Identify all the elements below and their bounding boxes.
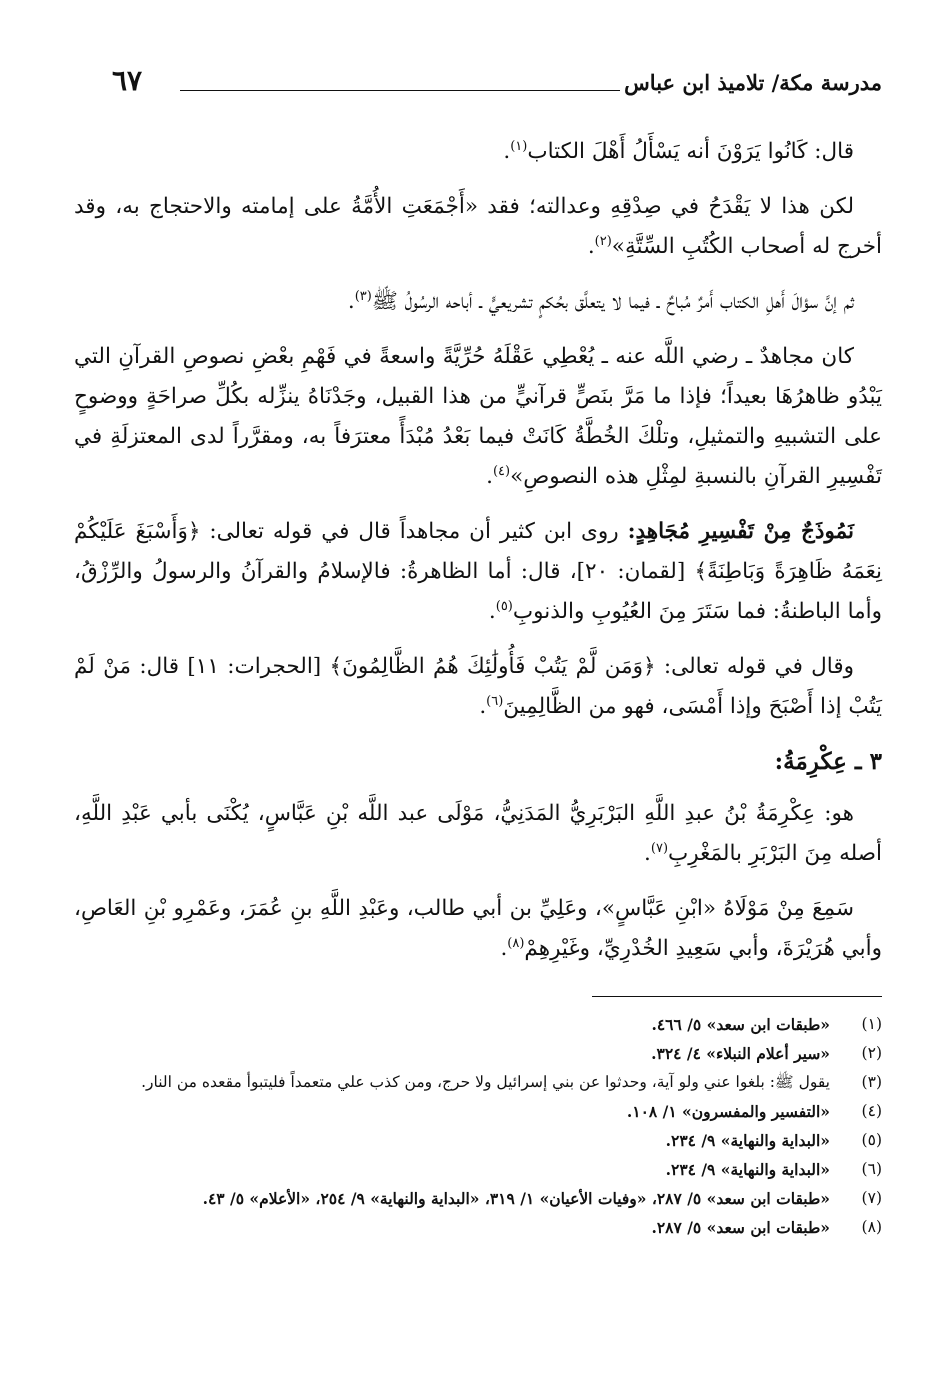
header-rule <box>180 90 620 91</box>
footnote: (١) «طبقات ابن سعد» ٥/ ٤٦٦. <box>651 1015 882 1034</box>
paragraph: لكن هذا لا يَقْدَحُ في صِدْقِهِ وعدالته؛ فقد «أَجْمَعَتِ الأُمَّةُ على إمامته والاحتجاج به، وقد أخرج له أصحاب الكُتُبِ السِّتَّةِ»$^{(٢)}$. <box>74 194 882 259</box>
paragraph: سَمِعَ مِنْ مَوْلَاهُ «ابْنِ عَبَّاسٍ»، وعَلِيِّ بن أبي طالب، وعَبْدِ اللَّهِ بنِ عُمَرَ، وعَمْرِو بْنِ العَاصِ، وأبي هُرَيْرَةَ، وأبي سَعِيدِ الخُدْرِيِّ، وغَيْرِهِمْ$^{(٨)}$. <box>74 896 882 961</box>
footnote-separator <box>592 996 882 997</box>
footnote-ref: (١) <box>510 138 528 154</box>
footnote: (٣) يقول ﷺ: بلغوا عني ولو آية، وحدثوا عن بني إسرائيل ولا حرج، ومن كذب علي متعمداً فليتبوأ مقعده من النار. <box>141 1073 882 1091</box>
footnote: (٥) «البداية والنهاية» ٩/ ٢٣٤. <box>665 1131 882 1150</box>
section-heading: ٣ ـ عِكْرِمَةُ: <box>774 748 882 775</box>
paragraph: قال: كَانُوا يَرَوْنَ أنه يَسْأَلُ أَهْلَ الكتاب$^{(١)}$. <box>503 138 854 164</box>
footnote-ref: (٥) <box>495 598 513 614</box>
running-title: مدرسة مكة/ تلاميذ ابن عباس <box>624 70 882 95</box>
footnote-ref: (٧) <box>650 840 669 856</box>
paragraph: كان مجاهدٌ ـ رضي اللَّه عنه ـ يُعْطِي عَقْلَهُ حُرِّيَّةً واسعةً في فَهْمِ بعْضِ نصوصِ القرآنِ التي يَبْدُو ظاهرُهَا بعيداً؛ فإذا ما مَرَّ بنَصٍّ قرآنيٍّ من هذا القبيل، وجَدْنَاهُ ينزِّله بكُلِّ صراحَةٍ ووضوحٍ على التشبيهِ والتمثيلِ، وتلْكَ الخُطَّةُ كَانَتْ فيما بَعْدُ مُبْدَأً معترَفاً به، ومقرَّراً لدى المعتزلَةِ في تَفْسِيرِ القرآنِ بالنسبةِ لمِثْلِ هذه النصوصِ»$^{(٤)}$. <box>74 344 882 489</box>
paragraph: وقال في قوله تعالى: ﴿وَمَن لَّمْ يَتُبْ فَأُولَٰئِكَ هُمُ الظَّالِمُونَ﴾ [الحجرات: ١١] قال: مَنْ لَمْ يَتُبْ إذا أَصْبَحَ وإذا أَمْسَى، فهو من الظَّالِمِينَ$^{(٦)}$. <box>74 654 882 719</box>
footnote-ref: (٦) <box>486 693 504 709</box>
footnotes <box>74 1010 882 1242</box>
run-in-heading: نَمُوذَجٌ مِنْ تَفْسِيرِ مُجَاهِدٍ: <box>627 519 854 544</box>
footnote: (٢) «سير أعلام النبلاء» ٤/ ٣٢٤. <box>651 1044 882 1063</box>
footnote-ref: (٤) <box>492 463 511 479</box>
page-number: ٦٧ <box>112 64 143 97</box>
main-text <box>74 132 882 984</box>
paragraph: ثم إنَّ سؤالَ أَهلِ الكتاب أَمرٌ مُباحٌ ـ فيما لا يتعلَّق بحُكمٍ تشريعيٍّ ـ أباحه الرسُولُ ﷺ$^{(٣)}$. <box>347 288 854 314</box>
footnote-ref: (٨) <box>507 935 525 951</box>
footnote-ref: (٣) <box>354 288 372 304</box>
running-header <box>112 64 882 104</box>
footnote: (٤) «التفسير والمفسرون» ١/ ١٠٨. <box>626 1102 882 1121</box>
paragraph: هو: عِكْرِمَةُ بْنُ عبدِ اللَّهِ البَرْبَرِيُّ المَدَنِيُّ، مَوْلَى عبد اللَّه بْنِ عَبَّاسٍ، يُكْنَى بأبي عَبْدِ اللَّهِ، أصله مِنَ البَرْبَرِ بالمَغْرِبِ$^{(٧)}$. <box>74 801 882 866</box>
footnote: (٧) «طبقات ابن سعد» ٥/ ٢٨٧، «وفيات الأعيان» ١/ ٣١٩، «البداية والنهاية» ٩/ ٢٥٤، «الأعلام» ٥/ ٤٣. <box>202 1189 882 1208</box>
footnote-ref: (٢) <box>594 233 612 249</box>
footnote: (٦) «البداية والنهاية» ٩/ ٢٣٤. <box>665 1160 882 1179</box>
footnote: (٨) «طبقات ابن سعد» ٥/ ٢٨٧. <box>651 1218 882 1237</box>
paragraph: نَمُوذَجٌ مِنْ تَفْسِيرِ مُجَاهِدٍ: روى ابن كثير أن مجاهداً قال في قوله تعالى: ﴿وَأَسْبَغَ عَلَيْكُمْ نِعَمَهُ ظَاهِرَةً وَبَاطِنَةً﴾ [لقمان: ٢٠]، قال: أما الظاهرةُ: فالإسلامُ والقرآنُ والرسولُ والرِّزْقُ، وأما الباطنةُ: فما سَتَرَ مِنَ العُيُوبِ والذنوبِ$^{(٥)}$. <box>74 519 882 624</box>
